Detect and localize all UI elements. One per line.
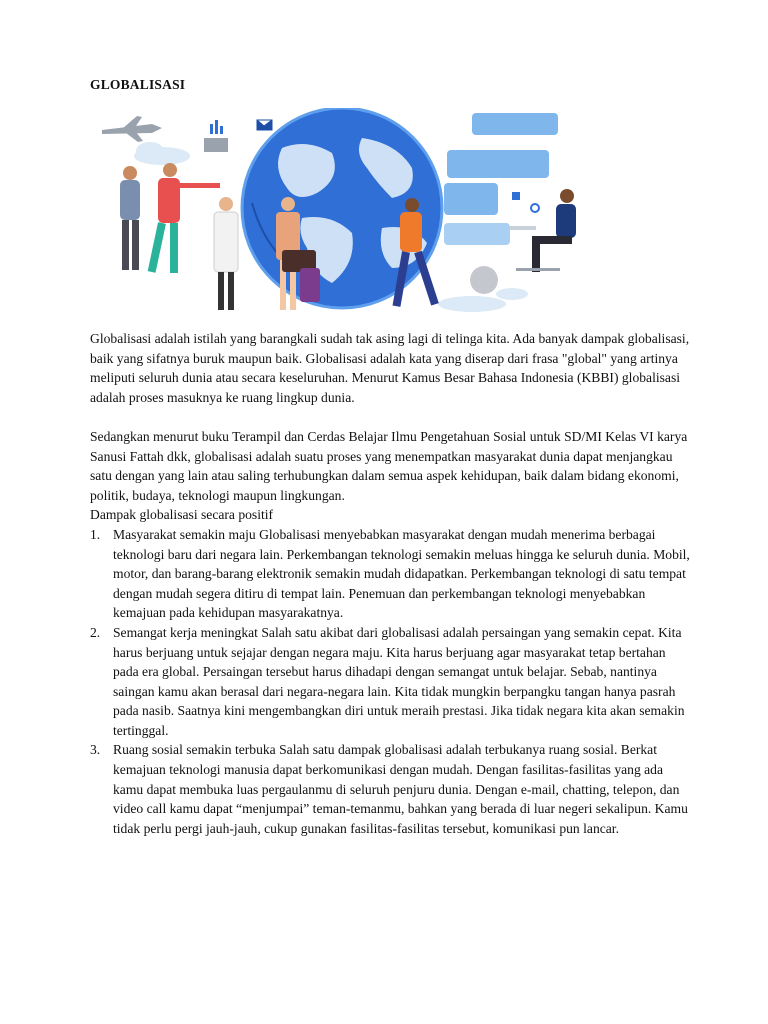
gear-icon [531,204,539,212]
list-item-text: Ruang sosial semakin terbuka Salah satu dampak globalisasi adalah terbukanya ruang sosial. Berkat kemajuan teknologi manusia dapat berkomunikasi dengan mudah. Dengan fasilitas-fasilitas yang ada kamu dapat membuka luas pergaulanmu di seluruh penjuru dunia. Dengan e-mail, chatting, telepon, dan video call kamu dapat “menjumpai” teman-temanmu, bahkan yang berada di luar negeri sekalipun. Kamu tidak perlu pergi jauh-jauh, cukup gunakan fasilitas-fasilitas tersebut, komunikasi pun lancar. [113,742,688,836]
document-title: GLOBALISASI [90,77,186,92]
laptop-icon [204,138,228,152]
list-number: 3. [90,742,101,758]
moon-icon [470,266,498,294]
subheading: Dampak globalisasi secara positif [90,507,274,523]
airplane-icon [102,116,162,142]
list-item [90,525,690,623]
globalization-illustration [92,108,596,318]
intro-paragraph: Globalisasi adalah istilah yang barangkali sudah tak asing lagi di telinga kita. Ada banyak dampak globalisasi, baik yang sifatnya buruk maupun baik. Globalisasi adalah kata yang diserap dari frasa "global" yang artinya meliputi seluruh dunia atau secara keseluruhan. Menurut Kamus Besar Bahasa Indonesia (KBBI) globalisasi adalah proses masuknya ke ruang lingkup dunia. [90,331,690,405]
envelope-icon [257,120,272,130]
definition-paragraph: Sedangkan menurut buku Terampil dan Cerdas Belajar Ilmu Pengetahuan Sosial untuk SD/MI Kelas VI karya Sanusi Fattah dkk, globalisasi adalah suatu proses yang menempatkan masyarakat dunia dapat menjangkau satu dengan yang lain atau saling terhubungkan dalam semua aspek kehidupan, baik dalam bidang ekonomi, politik, budaya, teknologi maupun lingkungan. [90,428,688,503]
list-number: 2. [90,624,101,640]
list-item-text: Semangat kerja meningkat Salah satu akibat dari globalisasi adalah persaingan yang semakin cepat. Kita harus berjuang untuk sejajar dengan negara maju. Kita harus berjuang agar masyarakat tetap bertahan pada era global. Persaingan tersebut harus dihadapi dengan semangat untuk belajar. Sebab, nantinya saingan kamu akan berasal dari negara-negara lain. Kita tidak mungkin berpangku tangan hanya pasrah pada nasib. Saatnya kini mengembangkan diri untuk meraih prestasi. Jika tidak negara kita akan semakin tertinggal. [113,624,685,738]
list-number: 1. [90,526,101,542]
chat-bubble-icon [444,113,558,245]
list-item [90,740,690,838]
list-item [90,623,690,741]
document-body [90,329,690,838]
bar-chart-icon [210,120,223,134]
like-icon [512,192,520,200]
positive-impacts-list [90,525,690,839]
list-item-text: Masyarakat semakin maju Globalisasi menyebabkan masyarakat dengan mudah menerima berbagai teknologi baru dari negara lain. Perkembangan teknologi semakin meluas hingga ke seluruh dunia. Mobil, motor, dan barang-barang elektronik semakin mudah didapatkan. Perkembangan teknologi di satu tempat dengan mudah segera ditiru di tempat lain. Penemuan dan perkembangan teknologi menyebabkan kemajuan pada kehidupan masyarakatnya. [113,526,690,621]
